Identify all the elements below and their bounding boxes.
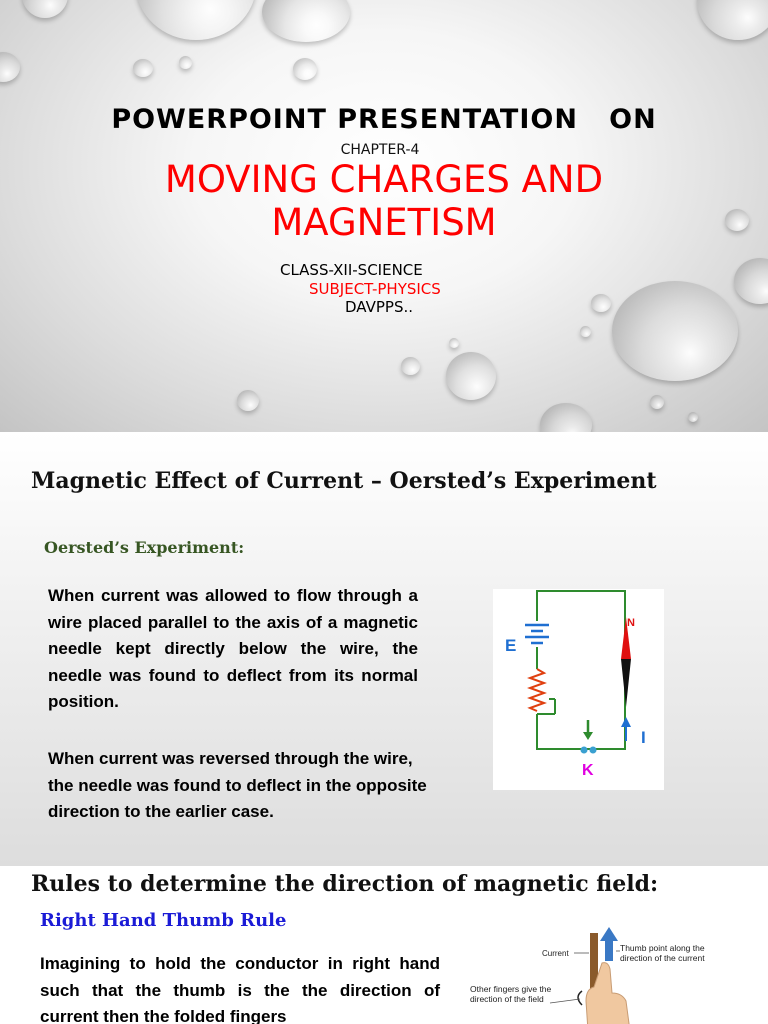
- slide-title: Magnetic Effect of Current – Oersted’s Experiment: [31, 468, 657, 494]
- thumb-label-line-2: direction of the current: [620, 953, 705, 963]
- fingers-label-line-2: direction of the field: [470, 994, 544, 1004]
- label-i: I: [641, 728, 646, 747]
- key-contact-icon: [581, 747, 588, 754]
- water-drop: [0, 52, 20, 82]
- wire: [537, 591, 625, 749]
- current-arrow-icon: [605, 939, 613, 961]
- circuit-svg: [493, 589, 664, 790]
- right-hand-rule-slide: [0, 866, 768, 1024]
- thumb-rule-svg: [462, 921, 724, 1024]
- needle-south-icon: [621, 659, 631, 707]
- water-drop: [688, 412, 698, 422]
- thumb-rule-figure: [462, 921, 724, 1024]
- title-line-2: MAGNETISM: [271, 201, 497, 244]
- current-label: Current: [542, 949, 569, 958]
- subject-label: SUBJECT-PHYSICS: [309, 280, 441, 298]
- fingers-label-line-1: Other fingers give the: [470, 984, 552, 994]
- label-n: N: [627, 617, 635, 629]
- presentation-heading: POWERPOINT PRESENTATION ON: [111, 104, 657, 135]
- school-label: DAVPPS..: [345, 298, 413, 316]
- water-drop: [293, 58, 317, 80]
- section-subtitle: Oersted’s Experiment:: [44, 538, 245, 557]
- field-arrow-icon: [578, 991, 582, 1005]
- slide-title: Rules to determine the direction of magnetic field:: [31, 871, 659, 897]
- rheostat-icon: [530, 669, 544, 711]
- slide-title: [0, 158, 768, 244]
- paragraph-2: When current was reversed through the wire, the needle was found to deflect in the opposite direction to the earlier case.: [48, 749, 427, 821]
- key-contact-icon: [590, 747, 597, 754]
- water-drop: [262, 0, 350, 42]
- water-drop: [136, 0, 256, 40]
- water-drop: [133, 59, 153, 77]
- water-drop: [580, 326, 591, 337]
- water-drop: [612, 281, 738, 381]
- title-line-1: MOVING CHARGES AND: [164, 158, 604, 201]
- water-drop: [734, 258, 768, 304]
- thumb-label-line-1: Thumb point along the: [620, 943, 705, 953]
- label-k: K: [582, 762, 594, 779]
- water-drop: [697, 0, 768, 40]
- circuit-diagram: [493, 589, 664, 790]
- water-drop: [540, 403, 592, 432]
- water-drop: [591, 294, 611, 312]
- class-label: CLASS-XII-SCIENCE: [280, 261, 423, 279]
- paragraph: Imagining to hold the conductor in right hand such that the thumb is the the direction of current then the folded fingers: [40, 954, 440, 1024]
- water-drop: [22, 0, 68, 18]
- battery-icon: [525, 625, 549, 643]
- water-drop: [446, 352, 496, 400]
- oersted-slide: [0, 432, 768, 866]
- section-subtitle: Right Hand Thumb Rule: [40, 910, 287, 931]
- title-slide: [0, 0, 768, 432]
- paragraph-1: When current was allowed to flow through a wire placed parallel to the axis of a magnetic needle kept directly below the wire, the needle was found to deflect from its normal position.: [48, 586, 418, 711]
- water-drop: [650, 395, 664, 409]
- label-e: E: [505, 636, 517, 655]
- water-drop: [449, 338, 459, 348]
- chapter-label: CHAPTER-4: [340, 142, 420, 158]
- water-drop: [401, 357, 420, 375]
- water-drop: [179, 56, 192, 69]
- water-drop: [237, 390, 259, 411]
